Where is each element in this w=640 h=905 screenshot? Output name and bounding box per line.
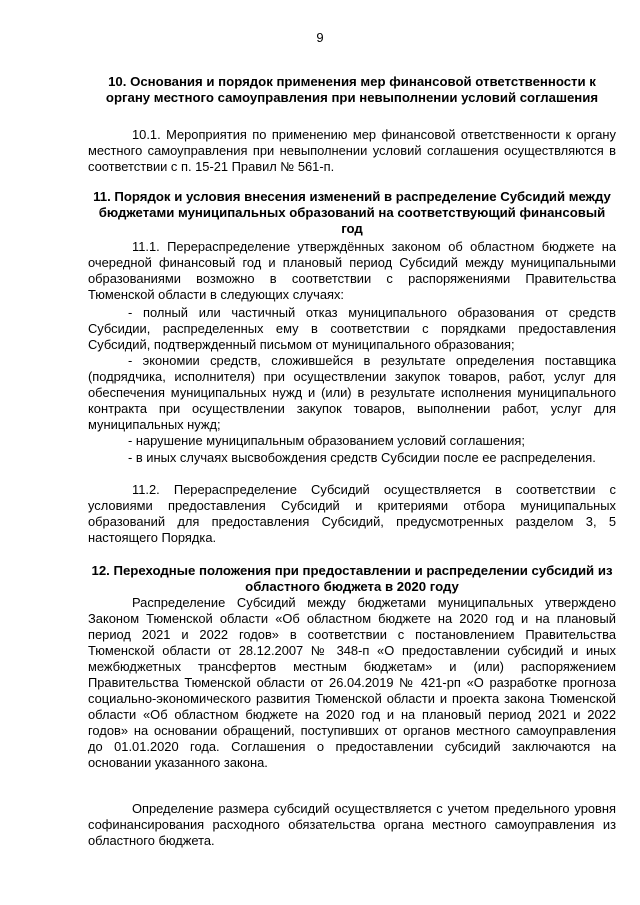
section-12-paragraph-2: Определение размера субсидий осуществляется с учетом предельного уровня софинансирования расходного обязательства органа местного самоуправления из областного бюджета. (88, 801, 616, 848)
section-11-paragraph-2: 11.2. Перераспределение Субсидий осуществляется в соответствии с условиями предоставления Субсидий и критериями отбора муниципальных образований для предоставления Субсидий, предусмотренных разделом 3, 5 настоящего Порядка. (88, 482, 616, 545)
section-11-title: 11. Порядок и условия внесения изменений в распределение Субсидий между бюджетами муниципальных образований на соответствующий финансовый год (93, 189, 611, 236)
section-11-list-item-3: - нарушение муниципальным образованием условий соглашения; (128, 433, 525, 448)
section-11-list-item-4: - в иных случаях высвобождения средств Субсидии после ее распределения. (128, 450, 596, 465)
section-11-paragraph-1: 11.1. Перераспределение утверждённых законом об областном бюджете на очередной финансовый год и плановый период Субсидий между муниципальными образованиями возможно в соответствии с распоряжениями Правительства Тюменской области в следующих случаях: (88, 239, 616, 302)
section-11-list-item-1: - полный или частичный отказ муниципального образования от средств Субсидии, распределенных ему в соответствии с порядками предоставления Субсидий, подтвержденный письмом от муниципального образования; (88, 305, 616, 352)
section-10-paragraph-1: 10.1. Мероприятия по применению мер финансовой ответственности к органу местного самоуправления при невыполнении условий соглашения осуществляются в соответствии с п. 15-21 Правил № 561-п. (88, 127, 616, 174)
section-11-list-item-2: - экономии средств, сложившейся в результате определения поставщика (подрядчика, исполнителя) при осуществлении закупок товаров, работ, услуг для обеспечения муниципальных нужд и (или) в результате исполнения муниципального контракта при осуществлении закупок товаров, выполнении работ, услуг для муниципальных нужд; (88, 353, 616, 432)
section-12-title: 12. Переходные положения при предоставлении и распределении субсидий из областного бюджета в 2020 году (91, 563, 613, 594)
section-10-title: 10. Основания и порядок применения мер финансовой ответственности к органу местного самоуправления при невыполнении условий соглашения (105, 74, 599, 105)
section-12-paragraph-1: Распределение Субсидий между бюджетами муниципальных утверждено Законом Тюменской области «Об областном бюджете на 2020 год и на плановый период 2021 и 2022 годов» в соответствии с постановлением Правительства Тюменской области от 28.12.2007 № 348-п «О предоставлении субсидий и иных межбюджетных трансфертов местным бюджетам» и (или) распоряжением Правительства Тюменской области от 26.04.2019 № 421-рп «О разработке прогноза социально-экономического развития Тюменской области и проекта закона Тюменской области «Об областном бюджете на 2020 год и на плановый период 2021 и 2022 годов» на основании обращений, поступивших от органов местного самоуправления до 01.01.2020 года. Соглашения о предоставлении субсидий заключаются на основании указанного закона. (88, 595, 616, 770)
page-number: 9 (316, 30, 324, 45)
